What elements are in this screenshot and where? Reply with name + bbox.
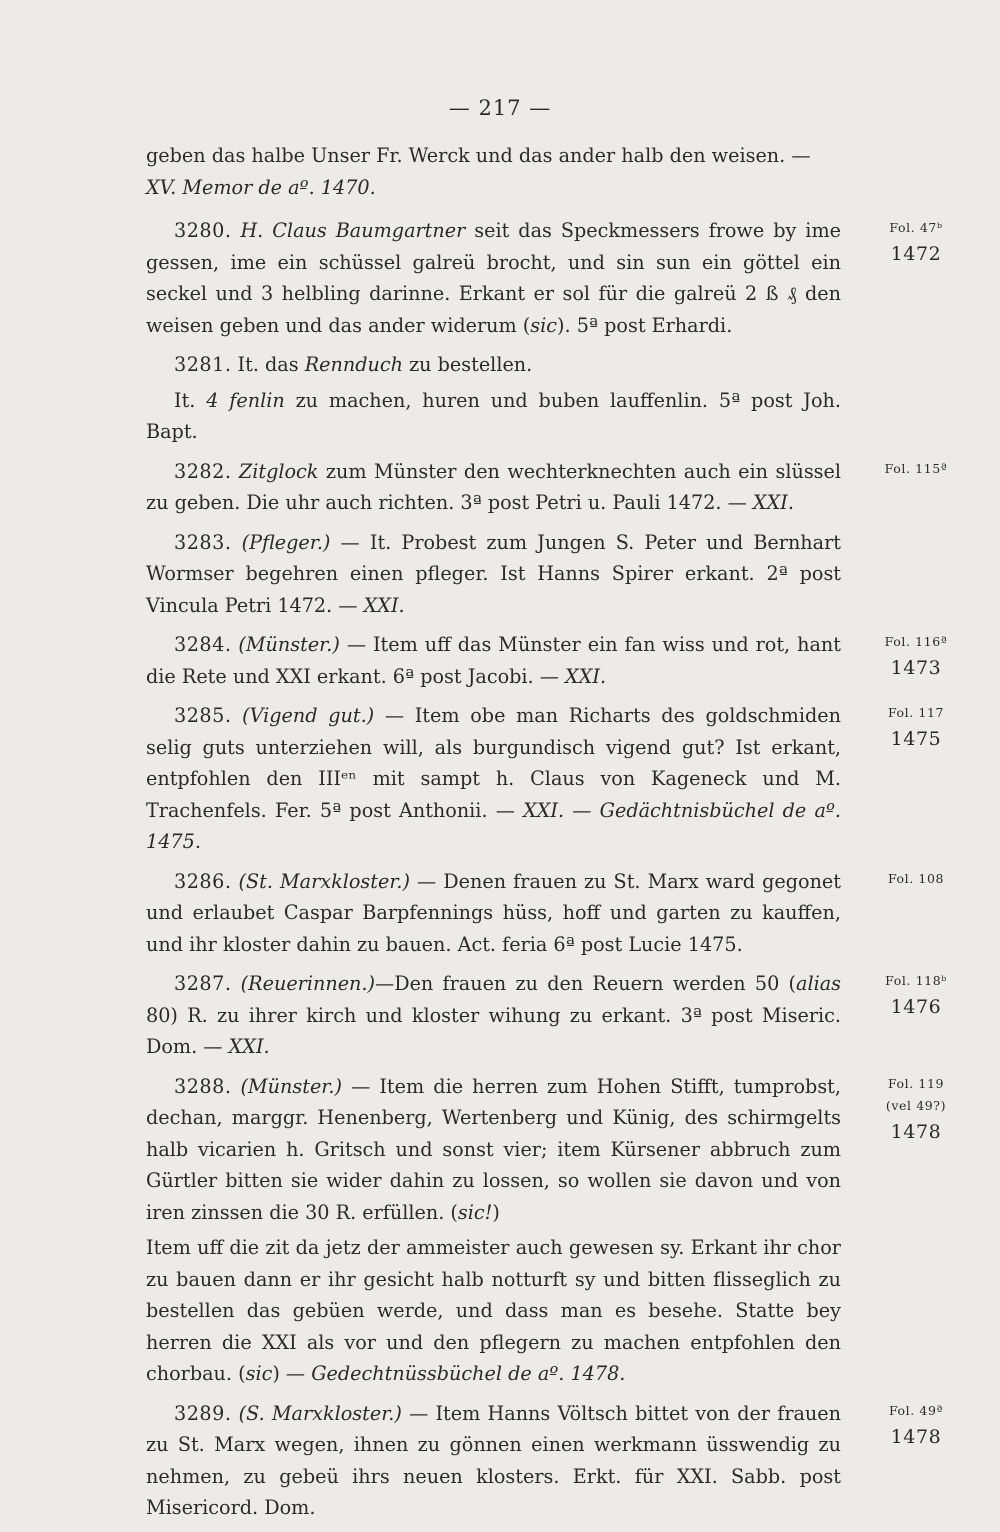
sic-mark: sic <box>530 313 558 337</box>
entry-citation: XXI. <box>228 1035 270 1058</box>
page-number: — 217 — <box>448 96 552 120</box>
entry-tail: ). 5ª post Erhardi. <box>557 313 733 337</box>
entry-pre: It. das <box>231 353 305 376</box>
entry-number: 3285. <box>174 704 232 727</box>
margin-year: 1476 <box>890 996 942 1018</box>
folio-ref: Fol. 118ᵇ <box>885 973 947 988</box>
entry-citation: Gedechtnüssbüchel de aº. 1478. <box>311 1362 626 1385</box>
folio-ref: Fol. 47ᵇ <box>889 220 943 235</box>
entry-number: 3281. <box>174 353 232 376</box>
entry-text: — It. Probest zum Jungen S. Peter und Bernhart Wormser begehren einen pfleger. Ist Hanns Spirer erkant. 2ª post Vincula Petri 1472. — <box>146 530 841 617</box>
entry-3285 <box>146 700 945 858</box>
entry-number: 3282. <box>174 459 232 483</box>
entry-tail: ) — <box>272 1362 312 1385</box>
entry-3286 <box>146 866 945 961</box>
folio-ref: Fol. 117 <box>887 705 945 720</box>
sic-mark: sic <box>245 1362 273 1385</box>
entry-3288 <box>146 1071 947 1229</box>
entry-number: 3289. <box>174 1401 232 1425</box>
folio-alt-ref: (vel 49?) <box>885 1097 947 1113</box>
entry-text: —Den frauen zu den Reuern werden 50 ( <box>375 972 796 995</box>
entry-citation: XXI. — Gedächtnisbüchel de aº. 1475. <box>146 798 842 853</box>
entry-3288-continued <box>146 1232 841 1390</box>
entry-3289 <box>146 1398 944 1524</box>
entry-heading: (Münster.) <box>240 1074 342 1098</box>
margin-year: 1475 <box>890 728 942 750</box>
entry-text: zum Münster den wechterknechten auch ein slüssel zu geben. Die uhr auch richten. 3ª post Petri u. Pauli 1472. — <box>146 459 841 514</box>
margin-note <box>852 1073 952 1147</box>
entry-heading: (Vigend gut.) <box>242 704 375 727</box>
folio-ref: Fol. 108 <box>887 870 945 886</box>
entry-3287 <box>146 968 947 1063</box>
entry-heading: (Reuerinnen.) <box>240 972 375 995</box>
entry-heading: (Pfleger.) <box>241 530 331 554</box>
entry-number: 3283. <box>174 530 232 554</box>
main-text <box>146 140 948 1532</box>
entry-heading: (S. Marxkloster.) <box>238 1401 402 1425</box>
sic-mark: sic! <box>457 1200 493 1224</box>
entry-heading: (Münster.) <box>238 633 340 656</box>
entry-text: zu machen, huren und buben lauffenlin. 5ª post Joh. Bapt. <box>146 388 841 443</box>
entry-text-continued: 80) R. zu ihrer kirch und kloster wihung zu erkant. 3ª post Miseric. Dom. — <box>146 1003 841 1058</box>
entry-citation: XXI. <box>565 664 607 688</box>
entry-3283 <box>146 527 841 622</box>
entry-3282 <box>146 456 948 519</box>
entry-heading: Zitglock <box>238 459 319 483</box>
margin-note <box>852 868 952 890</box>
entry-heading: Rennduch <box>304 353 403 376</box>
intro-paragraph <box>146 140 841 203</box>
margin-year: 1478 <box>890 1120 942 1143</box>
margin-note <box>852 458 952 480</box>
entry-heading: (St. Marxkloster.) <box>238 869 410 893</box>
intro-citation: XV. Memor de aº. 1470. <box>146 175 376 199</box>
margin-note <box>852 970 952 1022</box>
entry-3284 <box>146 629 948 692</box>
entry-heading: 4 fenlin <box>206 388 285 412</box>
margin-year: 1472 <box>890 243 942 265</box>
margin-note <box>852 217 952 269</box>
margin-note <box>852 631 952 683</box>
entry-heading: H. Claus Baumgartner <box>240 219 466 242</box>
entry-3281 <box>146 349 841 381</box>
entry-text: — Item Hanns Völtsch bittet von der frauen zu St. Marx wegen, ihnen zu gönnen einen werkmann üsswendig zu nehmen, zu gebeü ihrs neuen klosters. Erkt. für XXI. Sabb. post Misericord. Dom. <box>146 1401 841 1519</box>
margin-year: 1473 <box>890 657 942 679</box>
entry-pre: It. <box>174 388 207 412</box>
entry-number: 3284. <box>174 633 232 656</box>
folio-ref: Fol. 115ª <box>884 460 948 476</box>
entry-text: — Denen frauen zu St. Marx ward gegonet und erlaubet Caspar Barpfennings hüss, hoff und garten zu kauffen, und ihr kloster dahin zu bauen. Act. feria 6ª post Lucie 1475. <box>146 869 841 956</box>
entry-number: 3287. <box>174 972 232 995</box>
margin-note <box>852 1400 952 1452</box>
intro-text: geben das halbe Unser Fr. Werck und das ander halb den weisen. — <box>146 144 811 167</box>
entry-citation: XXI. <box>752 491 794 514</box>
entry-citation: XXI. <box>363 593 405 617</box>
margin-note <box>852 702 952 754</box>
entry-text: — Item obe man Richarts des goldschmiden selig guts unterziehen will, als burgundisch vigend gut? Ist erkant, entpfohlen den IIIᵉⁿ mit sampt h. Claus von Kageneck und M. Trachenfels. Fer. 5ª post Anthonii. — <box>146 704 841 822</box>
entry-text: — Item uff das Münster ein fan wiss und rot, hant die Rete und XXI erkant. 6ª post Jacobi. — <box>146 633 841 688</box>
entry-text: zu bestellen. <box>402 353 533 376</box>
entry-text: seit das Speckmessers frowe by ime gessen, ime ein schüssel galreü brocht, und sin sun ein göttel ein seckel und 3 helbling darinne. Erkant er sol für die galreü 2 ß ₰ den weisen geben und das ander widerum ( <box>146 219 841 337</box>
margin-year: 1478 <box>890 1425 942 1448</box>
entry-number: 3280. <box>174 219 232 242</box>
folio-ref: Fol. 49ª <box>888 1402 944 1418</box>
folio-ref: Fol. 119 <box>887 1075 945 1091</box>
entry-3281-continued <box>146 385 841 448</box>
entry-number: 3286. <box>174 869 232 893</box>
entry-number: 3288. <box>174 1074 232 1098</box>
alias-mark: alias <box>796 972 841 995</box>
entry-3280 <box>146 215 943 341</box>
entry-text: Item uff die zit da jetz der ammeister auch gewesen sy. Erkant ihr chor zu bauen dann er ihr gesicht halb notturft sy und bitten flisseglich zu bestellen das gebüen werde, und dass man es besehe. Statte bey herren die XXI als vor und den pflegern zu machen entpfohlen den chorbau. ( <box>146 1236 841 1385</box>
folio-ref: Fol. 116ª <box>884 634 948 649</box>
entry-text: — Item die herren zum Hohen Stifft, tumprobst, dechan, marggr. Henenberg, Wertenberg und Künig, des schirmgelts halb vicarien h. Gritsch und sonst vier; item Kürsener abbruch zum Gürtler bitten sie wider dahin zu lossen, so wollen sie davon und von iren zinssen die 30 R. erfüllen. ( <box>146 1074 841 1224</box>
entry-tail: ) <box>492 1200 500 1224</box>
